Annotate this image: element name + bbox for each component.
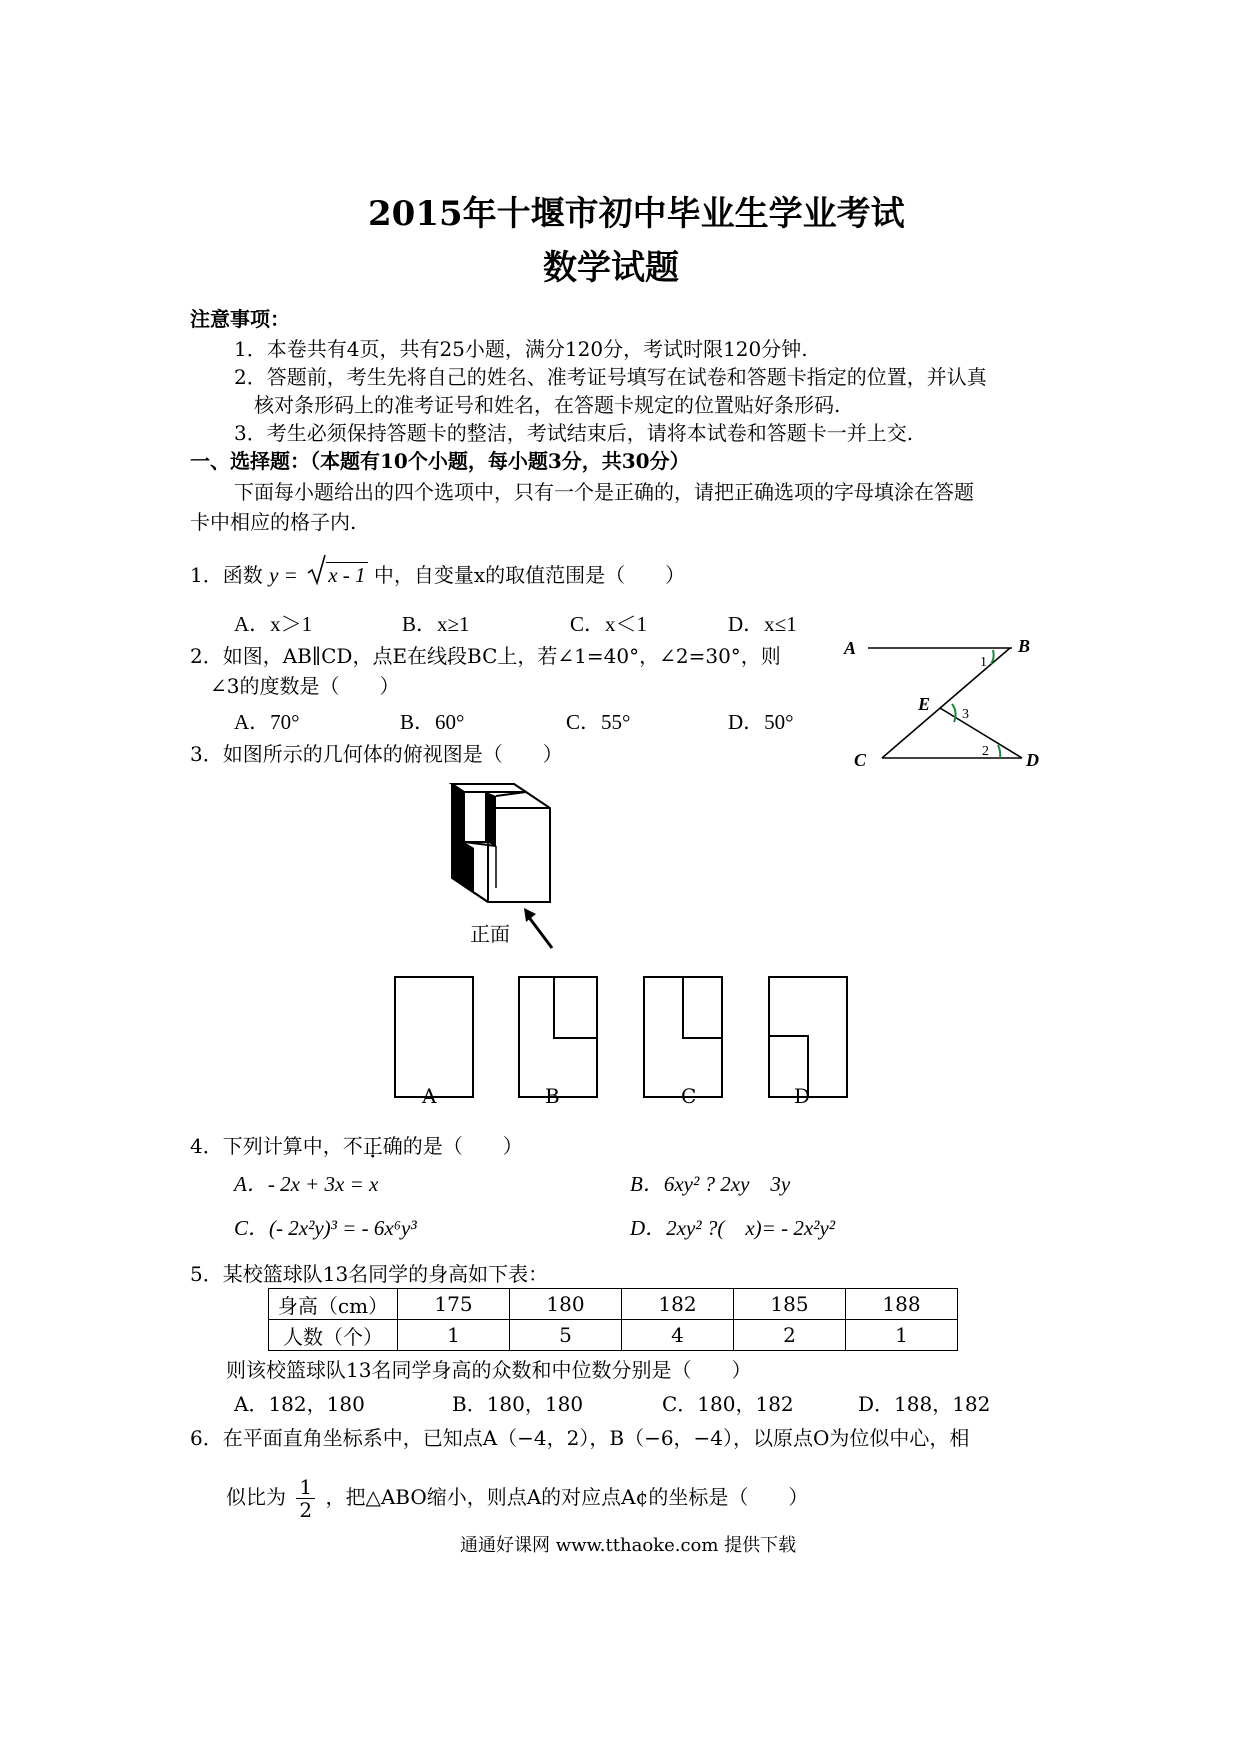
q2-line2: ∠3的度数是（ ） — [210, 674, 400, 698]
q4-stem-post: 的是（ ） — [402, 1134, 523, 1158]
section1-intro-line1: 下面每小题给出的四个选项中，只有一个是正确的，请把正确选项的字母填涂在答题 — [234, 480, 974, 504]
q3-front-label: 正面 — [470, 922, 510, 946]
q6-line2-pre: 似比为 — [226, 1485, 286, 1509]
q5-followup: 则该校篮球队13名同学身高的众数和中位数分别是（ ） — [226, 1358, 752, 1382]
q5-option-a: A．182，180 — [234, 1392, 365, 1416]
label-angle-2: 2 — [982, 744, 989, 759]
q1-stem-post: 中，自变量x的取值范围是（ ） — [373, 563, 686, 587]
q4-stem-pre: 4．下列计算中， — [190, 1134, 343, 1158]
q6-fraction — [296, 1476, 315, 1521]
page-subtitle: 数学试题 — [543, 248, 679, 288]
table-cell: 4 — [622, 1320, 734, 1351]
table-cell: 2 — [734, 1320, 846, 1351]
q1-option-c: C．x＜1 — [570, 612, 648, 636]
q6-fraction-denominator: 2 — [299, 1498, 313, 1522]
section1-heading: 一、选择题：（本题有10个小题，每小题3分，共30分） — [190, 449, 690, 473]
q3-stem: 3．如图所示的几何体的俯视图是（ ） — [190, 742, 563, 766]
page-title: 2015年十堰市初中毕业生学业考试 — [368, 194, 905, 234]
q1-option-a: A．x＞1 — [234, 612, 313, 636]
label-angle-1: 1 — [980, 655, 987, 670]
q5-option-d: D．188，182 — [858, 1392, 991, 1416]
q5-height-table — [268, 1288, 958, 1351]
table-cell: 1 — [398, 1320, 510, 1351]
q3-letter-b: B — [545, 1084, 560, 1108]
table-cell: 175 — [398, 1289, 510, 1320]
q1-radical — [308, 561, 367, 589]
label-d: D — [1026, 750, 1039, 770]
q1-stem-pre: 1．函数 — [190, 563, 263, 587]
table-cell: 身高（cm） — [269, 1289, 398, 1320]
notice-item-1: 1．本卷共有4页，共有25小题，满分120分，考试时限120分钟. — [234, 337, 808, 361]
page-footer: 通通好课网 www.tthaoke.com 提供下载 — [460, 1535, 797, 1556]
q4-option-a: A．- 2x + 3x = x — [234, 1172, 379, 1196]
q3-letter-c: C — [681, 1084, 697, 1108]
q1-option-d: D．x≤1 — [728, 612, 797, 636]
q4-option-d: D．2xy² ?( x)= - 2x²y² — [630, 1216, 836, 1240]
table-row — [269, 1320, 958, 1351]
q3-letter-a: A — [422, 1084, 437, 1108]
q4-option-b: B．6xy² ? 2xy 3y — [630, 1172, 791, 1196]
q2-option-b: B．60° — [400, 710, 465, 734]
q4-stem — [190, 1132, 523, 1160]
label-c: C — [854, 750, 867, 770]
section1-intro-line2: 卡中相应的格子内. — [190, 510, 357, 534]
q1-option-b: B．x≥1 — [402, 612, 470, 636]
q4-option-c: C．(- 2x²y)³ = - 6x⁶y³ — [234, 1216, 417, 1240]
q6-line1: 6．在平面直角坐标系中，已知点A（−4，2），B（−6，−4），以原点O为位似中心，相 — [190, 1426, 970, 1450]
q3-letter-d: D — [794, 1084, 811, 1108]
q1-func: y = — [269, 563, 298, 587]
label-a: A — [844, 638, 857, 658]
q2-geometry-figure — [840, 630, 1060, 770]
label-b: B — [1018, 636, 1031, 656]
q5-stem: 5．某校篮球队13名同学的身高如下表： — [190, 1262, 549, 1286]
q2-line1: 2．如图，AB∥CD，点E在线段BC上，若∠1=40°，∠2=30°，则 — [190, 644, 781, 668]
label-angle-3: 3 — [962, 707, 969, 722]
q2-option-c: C．55° — [566, 710, 631, 734]
q2-option-d: D．50° — [728, 710, 794, 734]
radical-sign-icon — [306, 553, 328, 587]
q5-option-b: B．180，180 — [452, 1392, 584, 1416]
notice-heading: 注意事项： — [190, 307, 290, 331]
notice-item-3: 3．考生必须保持答题卡的整洁，考试结束后，请将本试卷和答题卡一并上交. — [234, 421, 914, 445]
q4-stem-emphasis: 不正确 — [342, 1134, 403, 1158]
q1-stem — [190, 561, 685, 589]
label-e: E — [918, 694, 931, 714]
q6-line2 — [226, 1476, 808, 1521]
table-row — [269, 1289, 958, 1320]
table-cell: 180 — [510, 1289, 622, 1320]
q6-line2-post: ，把△ABO缩小，则点A的对应点A¢的坐标是（ ） — [325, 1485, 809, 1509]
table-cell: 185 — [734, 1289, 846, 1320]
q6-fraction-numerator: 1 — [296, 1476, 315, 1499]
notice-item-2-cont: 核对条形码上的准考证号和姓名，在答题卡规定的位置贴好条形码. — [254, 393, 841, 417]
arrow-up-left-icon — [522, 906, 562, 956]
q1-radicand: x - 1 — [328, 563, 366, 587]
q5-option-c: C．180，182 — [662, 1392, 794, 1416]
table-cell: 188 — [846, 1289, 958, 1320]
table-cell: 1 — [846, 1320, 958, 1351]
notice-item-2: 2．答题前，考生先将自己的姓名、准考证号填写在试卷和答题卡指定的位置，并认真 — [234, 365, 987, 389]
table-cell: 182 — [622, 1289, 734, 1320]
table-cell: 5 — [510, 1320, 622, 1351]
table-cell: 人数（个） — [269, 1320, 398, 1351]
q2-option-a: A．70° — [234, 710, 300, 734]
